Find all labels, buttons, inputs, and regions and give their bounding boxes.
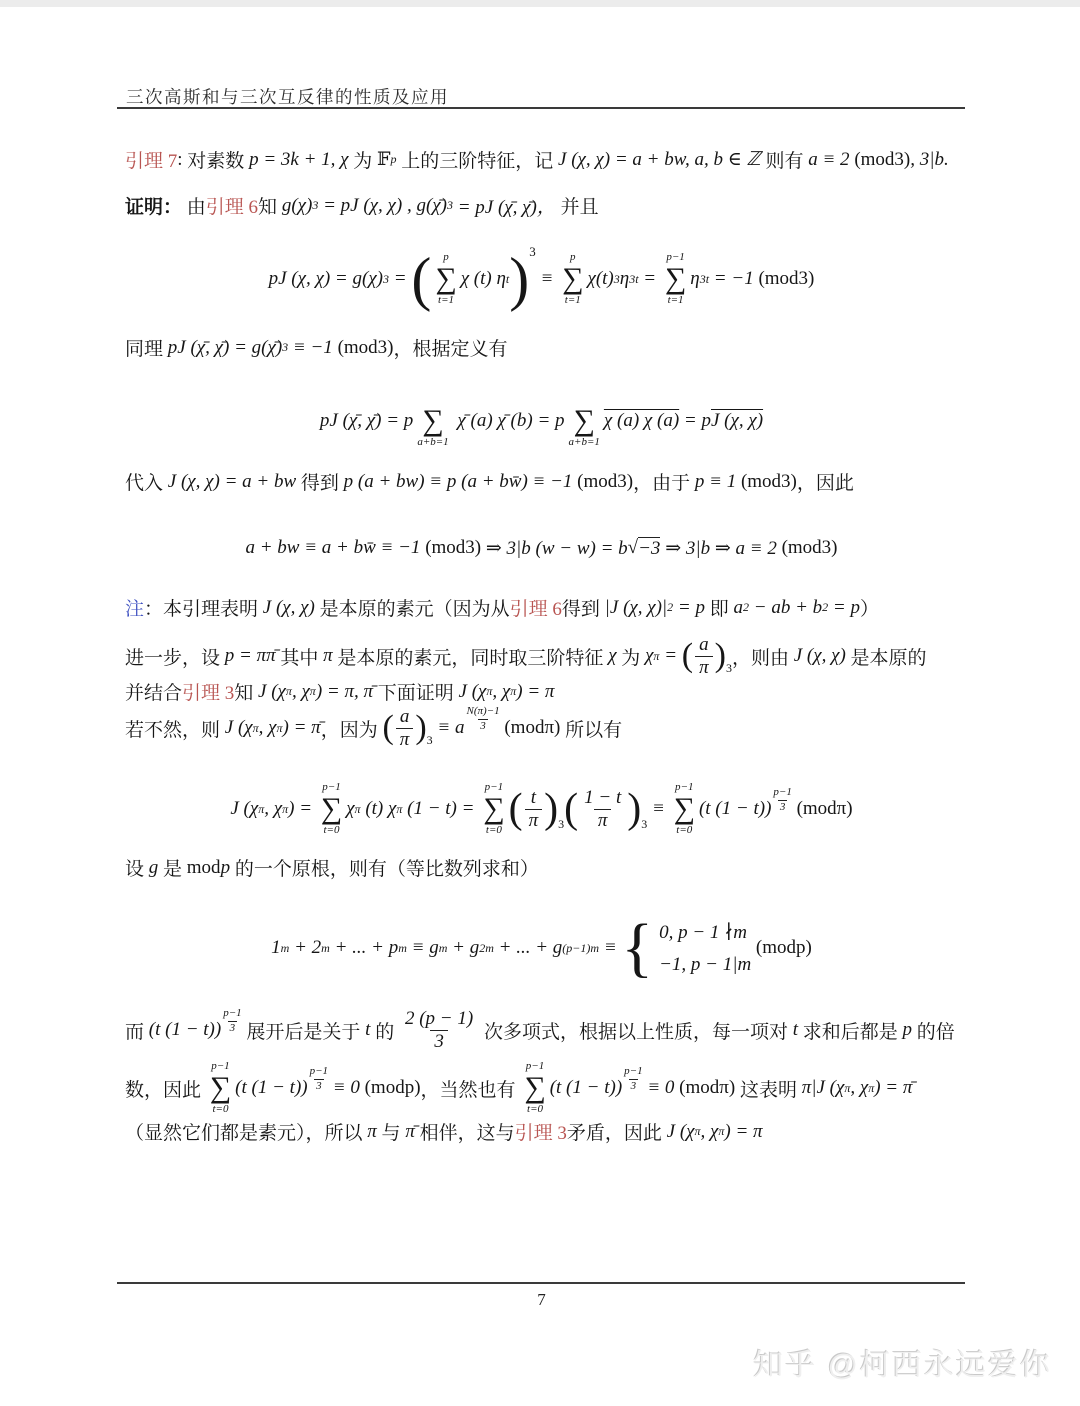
math: (mod3): [740, 470, 797, 492]
math: t: [365, 1019, 371, 1040]
fraction: [396, 706, 414, 751]
numerator: a: [399, 705, 410, 727]
summation: [417, 393, 448, 449]
subscript: π: [282, 801, 289, 816]
math: pJ (χ̄, χ̄) = p: [319, 410, 414, 431]
fraction: [695, 634, 713, 679]
polynomial-degree-line: [125, 1002, 958, 1058]
formula-power-sum-cases: 1 m + 2 m + ... + p m ≡ g m + g 2m + ... + g (p−1)m ≡ { 0, p − 1 ∤m −1, p − 1|m (modp): [271, 911, 812, 984]
math: t: [792, 1019, 798, 1040]
math: ≡ 0: [642, 1077, 680, 1098]
subscript: 3: [426, 732, 433, 747]
summation: [435, 251, 456, 307]
math: (modπ): [504, 717, 561, 738]
subscript: π: [258, 801, 265, 816]
text: 是本原的素元，同时取三阶特征: [332, 647, 609, 669]
subscript: π: [252, 720, 259, 735]
lemma7-statement: [125, 146, 958, 173]
case-row: −1, p − 1|m: [659, 953, 752, 975]
overlined-math: χ (a) χ (a): [603, 410, 680, 431]
math: =: [389, 268, 412, 289]
math: J (χ, χ) = a + bw, a, b ∈ ℤ: [558, 149, 761, 170]
math: ≡: [647, 798, 670, 819]
text: 进一步，设: [125, 647, 225, 669]
math: , χ: [850, 1077, 869, 1098]
note-label: 注: [125, 599, 145, 620]
sum-upper-limit: p−1: [525, 1060, 545, 1072]
sigma-icon: ∑: [573, 404, 595, 437]
exponent: t: [505, 271, 510, 286]
formula-congruence-chain: [125, 528, 958, 568]
note-line-b: 进一步，设 p = ππ̄ 其中 π 是本原的素元，同时取三阶特征 χ 为 χ π = ( $\frac{a}{\pi}$ ) 3 ，则由 J (χ, χ) 是本原的: [125, 633, 927, 678]
math: (modπ): [796, 798, 853, 819]
text: ，根据定义有: [393, 339, 508, 360]
subscript: π: [510, 684, 517, 698]
sum-lower-limit: t=0: [676, 824, 693, 836]
math: a ≡ 2: [808, 148, 855, 170]
exponent: 3: [282, 340, 289, 354]
denominator: 3: [316, 1079, 322, 1092]
exponent: 2: [822, 600, 829, 614]
text: ，因此: [796, 473, 854, 494]
overlined-math: J (χ, χ): [711, 410, 764, 431]
note-line-d: 若不然，则 J (χ π , χ π ) = π̄ ，因为 ( $\frac{a}{\pi}$ ) 3 ≡ a $\frac{N(\pi)-1}{3}$ (modπ) 所以有: [125, 705, 623, 750]
text: 代入: [125, 473, 168, 494]
sum-lower-limit: t=1: [564, 294, 581, 306]
math: pJ (χ, χ) = g(χ): [268, 268, 383, 289]
summation: [321, 781, 342, 837]
math: π: [367, 1120, 377, 1142]
math: pJ (χ̄, χ̄) = g(χ̄): [167, 336, 283, 358]
exponent: 3: [613, 271, 620, 286]
text: 其中: [275, 647, 324, 669]
formula-jacobi-cubic-residue: J (χ π , χ π ) = p−1 ∑ t=0 χ π (t) χ π (1 − t) = p−1 ∑ t=0 ( $\frac{t}{\pi}$ ) 3 ( $\frac{1 - t}{\pi}$ ) 3 ≡ p−1 ∑ t=0 (t (1 − t)) $\frac{p-1}{3}$ (modπ): [230, 781, 853, 836]
math: g(χ): [281, 194, 313, 216]
fraction: [525, 787, 543, 832]
math: = p: [673, 596, 705, 618]
math: = p: [828, 596, 860, 618]
math: (t (1 − t)): [698, 798, 772, 819]
sigma-icon: ∑: [524, 1071, 546, 1104]
sum-upper-limit: p−1: [666, 251, 685, 263]
text: 下面证明: [373, 683, 459, 704]
lemma7-label: 引理 7: [125, 151, 178, 172]
math: ) =: [288, 798, 317, 819]
math: − ab + b: [749, 596, 823, 618]
math: ≡ g: [406, 937, 439, 958]
subscript: π: [276, 720, 283, 735]
text: 即: [705, 599, 734, 620]
lemma3-ref: 引理 3: [514, 1123, 567, 1144]
subscript: π: [354, 801, 361, 816]
math: η: [619, 268, 630, 289]
exponent-fraction: [466, 705, 499, 732]
exponent: m: [280, 940, 290, 955]
summation: [569, 393, 600, 449]
page-number: 7: [537, 1290, 546, 1309]
math: χ(t): [587, 268, 614, 289]
math: , χ: [264, 798, 283, 819]
sum-upper-limit: p−1: [484, 781, 504, 793]
denominator: π: [695, 656, 713, 679]
numerator: p−1: [309, 1065, 329, 1078]
math: , 3|b.: [910, 148, 949, 170]
math: ⇒ 3|b (w − w) = b: [481, 537, 628, 559]
math: ≡ a: [432, 717, 465, 738]
conclusion-line: [125, 1118, 958, 1145]
sigma-icon: ∑: [673, 792, 695, 825]
math: =: [638, 268, 661, 289]
math: ) = π̄: [282, 717, 321, 738]
primitive-root-line: [125, 854, 958, 881]
math: p: [902, 1019, 912, 1040]
math: ≡: [535, 268, 559, 289]
math: ) = π: [724, 1120, 763, 1142]
text: :: [177, 148, 188, 170]
sigma-icon: ∑: [664, 262, 687, 295]
text: 上的三阶特征，记: [396, 151, 559, 172]
sum-upper-limit: p−1: [322, 781, 341, 793]
math: (mod3): [758, 268, 815, 289]
exponent-fraction: [223, 1007, 241, 1034]
math: π̄: [405, 1120, 415, 1142]
math: + 2: [289, 937, 322, 958]
math: (modp): [751, 937, 812, 958]
text: 数，因此: [125, 1079, 206, 1101]
math: (mod3): [337, 336, 394, 358]
summation: [562, 251, 583, 307]
denominator: π: [594, 809, 612, 832]
subscript: π: [486, 684, 493, 698]
lemma6-ref: 引理 6: [205, 197, 259, 218]
text: 是本原的素元（因为从: [314, 599, 510, 620]
subscript: 3: [641, 816, 648, 831]
math: π|J (χ: [801, 1077, 845, 1098]
numerator: p−1: [773, 786, 792, 799]
exponent: 2m: [479, 940, 494, 955]
math: J (χ, χ): [262, 596, 315, 618]
sum-congruence-line: [125, 1056, 958, 1120]
text: ，由于: [633, 473, 695, 494]
sum-upper-limit: p: [570, 251, 576, 263]
exponent: 2: [743, 600, 750, 614]
text: 为: [348, 151, 378, 172]
text: 同理: [125, 339, 168, 360]
math: = pJ (χ̄, χ̄)，: [452, 197, 556, 218]
sigma-icon: ∑: [562, 262, 584, 295]
math: , χ: [291, 680, 310, 702]
text: 知: [258, 197, 282, 218]
footer-rule: [117, 1282, 965, 1284]
lemma3-ref: 引理 3: [182, 683, 235, 704]
text: ，因为: [320, 719, 383, 741]
text: 对素数: [187, 151, 250, 172]
text: 是本原的: [845, 647, 927, 669]
exponent-fraction: [310, 1065, 328, 1092]
radicand: −3: [638, 537, 661, 559]
text: 则有: [760, 151, 809, 172]
note-line-c: [125, 678, 958, 705]
numerator: p−1: [624, 1065, 643, 1078]
text: 是: [158, 859, 187, 880]
subscript: π: [285, 684, 292, 698]
text: 若不然，则: [125, 719, 225, 741]
exponent: 3t: [699, 271, 710, 286]
math: mod: [186, 856, 221, 878]
math: ) = π, π̄: [315, 680, 373, 702]
sigma-icon: ∑: [422, 404, 444, 437]
sum-lower-limit: t=0: [212, 1103, 229, 1115]
text: （显然它们都是素元），所以: [125, 1123, 368, 1144]
similarly-line: [125, 334, 958, 361]
math: 𝔽: [377, 149, 391, 170]
text: 得到: [296, 473, 344, 494]
sum-upper-limit: p−1: [211, 1060, 230, 1072]
summation: [674, 781, 695, 837]
math: π: [323, 645, 333, 666]
math: J (χ: [458, 680, 487, 702]
denominator: 3: [480, 719, 486, 732]
sum-lower-limit: t=0: [323, 824, 340, 836]
math: a: [733, 596, 744, 618]
text: 相伴，这与: [414, 1123, 515, 1144]
text: 这表明: [735, 1079, 802, 1101]
text: 并且: [555, 197, 599, 218]
math: p = 3k + 1, χ: [249, 148, 349, 170]
subscript: π: [844, 1080, 851, 1095]
math: (t) χ: [360, 798, 397, 819]
text: 为: [616, 647, 646, 669]
sum-lower-limit: t=1: [438, 294, 454, 306]
denominator: 3: [630, 1079, 637, 1092]
math: χ: [645, 645, 654, 666]
subscript: p: [390, 152, 397, 166]
math: J (χ: [224, 717, 253, 738]
math: χ: [346, 798, 355, 819]
text: 求和后都是: [797, 1021, 903, 1043]
cases-block: [659, 921, 751, 976]
fraction: [580, 787, 625, 832]
sum-lower-limit: a+b=1: [568, 436, 600, 448]
text: 次多项式，根据以上性质，每一项对: [479, 1021, 793, 1043]
fraction: [401, 1008, 477, 1053]
page-header-title: 三次高斯和与三次互反律的性质及应用: [126, 87, 449, 107]
text: 的一个原根，则有（等比数列求和）: [230, 859, 539, 880]
proof-label: 证明：: [125, 197, 183, 218]
text: 的: [370, 1021, 399, 1043]
text: 知: [234, 683, 259, 704]
numerator: N(π)−1: [466, 705, 500, 718]
text: 的倍: [912, 1021, 955, 1043]
math: J (χ: [230, 798, 259, 819]
sum-lower-limit: t=1: [667, 294, 684, 306]
exponent: m: [438, 940, 448, 955]
text: 而: [125, 1021, 149, 1043]
text: 本引理表明: [163, 599, 263, 620]
math: η: [690, 268, 700, 289]
math: , χ: [258, 717, 277, 738]
text: 并结合: [125, 683, 183, 704]
exponent: 2: [667, 600, 674, 614]
proof-opening: [125, 192, 958, 219]
sigma-icon: ∑: [320, 792, 343, 825]
math: ≡ 0: [328, 1077, 365, 1098]
summation: [665, 251, 686, 307]
substitute-line: [125, 468, 958, 495]
math: =: [659, 645, 682, 666]
math: a + bw ≡ a + bw̄ ≡ −1: [245, 537, 426, 558]
exponent: 3: [383, 271, 389, 286]
math: p = ππ̄: [224, 645, 276, 666]
text: 与: [376, 1123, 406, 1144]
subscript: π: [868, 1080, 875, 1095]
math: p (a + bw) ≡ p (a + bw̄) ≡ −1: [343, 470, 578, 492]
subscript: π: [653, 648, 660, 663]
sum-upper-limit: p−1: [675, 781, 694, 793]
sum-lower-limit: t=0: [485, 824, 502, 836]
note-line-a: [125, 594, 958, 621]
sigma-icon: ∑: [483, 792, 505, 825]
exponent: m: [398, 940, 407, 955]
subscript: 3: [725, 660, 732, 675]
math: g: [148, 856, 159, 878]
math: (t (1 − t)): [235, 1077, 308, 1098]
math: χ: [608, 645, 617, 666]
subscript: π: [396, 801, 403, 816]
zhihu-watermark: 知乎 @柯西永远爱你: [753, 1349, 1052, 1382]
summation: [483, 781, 504, 837]
math: = pJ (χ, χ) , g(χ̄): [318, 194, 447, 216]
denominator: 3: [430, 1030, 448, 1053]
exponent: 3t: [629, 271, 639, 286]
math: (mod3): [781, 537, 838, 558]
math: (modπ): [679, 1077, 736, 1098]
math: ) = π: [516, 680, 555, 702]
math: p: [220, 856, 231, 878]
lemma6-ref: 引理 6: [509, 599, 562, 620]
sum-lower-limit: t=0: [527, 1103, 543, 1115]
denominator: π: [525, 809, 543, 832]
math: (t (1 − t)): [549, 1077, 623, 1098]
numerator: p−1: [223, 1007, 242, 1020]
math: , χ: [492, 680, 511, 702]
subscript: π: [309, 684, 316, 698]
math: 1: [271, 937, 281, 958]
math: J (χ: [258, 680, 286, 702]
case-row: 0, p − 1 ∤m: [659, 921, 747, 943]
math: J (χ, χ) = a + bw: [167, 470, 297, 492]
math: = −1: [709, 268, 759, 289]
sum-lower-limit: a+b=1: [417, 436, 449, 448]
math: ≡ −1: [288, 336, 338, 358]
text: 设: [125, 859, 149, 880]
numerator: a: [699, 633, 709, 655]
math: (t (1 − t)): [148, 1019, 222, 1040]
numerator: 2 (p − 1): [404, 1007, 474, 1029]
math: χ (t) η: [460, 268, 506, 289]
sigma-icon: ∑: [209, 1071, 232, 1104]
math: ) = π̄: [874, 1077, 913, 1098]
math: J (χ: [666, 1120, 695, 1142]
text: ，则由: [731, 647, 794, 669]
math: p ≡ 1: [694, 470, 741, 492]
exponent: (p−1)m: [562, 940, 600, 955]
math: (1 − t) =: [402, 798, 480, 819]
sum-upper-limit: p: [443, 251, 449, 263]
exponent-fraction: [624, 1065, 642, 1092]
header-rule: [117, 107, 965, 109]
math: ⇒ 3|b ⇒ a ≡ 2: [660, 537, 782, 559]
numerator: 1 − t: [584, 786, 622, 808]
exponent: 3: [312, 198, 319, 212]
denominator: 3: [229, 1021, 236, 1034]
math: ≡: [599, 937, 622, 958]
subscript: π: [694, 1124, 701, 1138]
sqrt-icon: √: [627, 537, 639, 558]
math: χ̄ (a) χ̄ (b) = p: [452, 410, 565, 431]
subscript: 3: [558, 816, 565, 831]
math: (mod3): [854, 148, 911, 170]
math: = p: [679, 410, 711, 431]
text: ：: [144, 599, 164, 620]
math: + ... + g: [493, 937, 563, 958]
math: + ... + p: [329, 937, 399, 958]
denominator: π: [396, 728, 414, 751]
exponent-fraction: [773, 786, 791, 813]
math: (modp): [364, 1077, 421, 1098]
exponent: m: [321, 940, 330, 955]
math: , χ: [700, 1120, 719, 1142]
text: 展开后是关于: [241, 1021, 366, 1043]
math: (mod3): [425, 537, 482, 558]
sigma-icon: ∑: [435, 262, 457, 295]
exponent: 3: [446, 198, 453, 212]
formula-jacobi-conjugate: [125, 384, 958, 458]
formula-gauss-cube: pJ (χ, χ) = g(χ) 3 = ( p ∑ t=1 χ (t) η t ) 3 ≡ p ∑ t=1 χ(t) 3 η 3t = p−1 ∑ t=1 η 3t = −1 (mod3): [268, 244, 815, 312]
text: ）: [860, 599, 880, 620]
math: J (χ, χ): [793, 645, 846, 666]
text: 矛盾，因此: [566, 1123, 667, 1144]
denominator: 3: [779, 800, 786, 813]
top-gray-band: [0, 0, 1080, 7]
text: 所以有: [560, 719, 623, 741]
exponent: 3: [529, 244, 536, 259]
math: (mod3): [577, 470, 634, 492]
text: 得到: [561, 599, 605, 620]
summation: [524, 1060, 545, 1116]
subscript: π: [718, 1124, 725, 1138]
summation: [210, 1060, 231, 1116]
math: + g: [447, 937, 480, 958]
numerator: t: [530, 786, 536, 808]
text: 由: [182, 197, 206, 218]
math: |J (χ, χ)|: [604, 596, 668, 618]
text: ，当然也有: [420, 1079, 521, 1101]
